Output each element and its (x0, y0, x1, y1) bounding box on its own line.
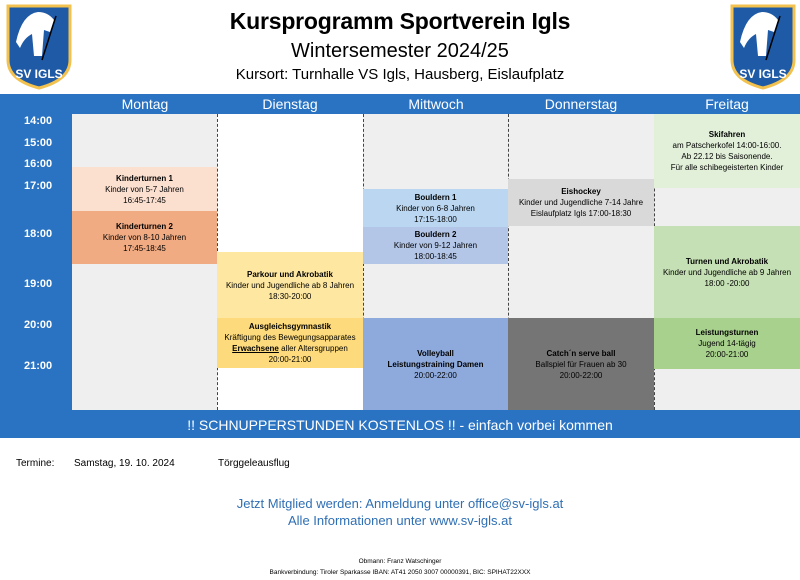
footer-bank-details: Bankverbindung: Tiroler Sparkasse IBAN: AT41 2050 3007 00000391, BIC: SPIHAT22XXX (269, 569, 531, 576)
course-period: Ab 22.12 bis Saisonende. (681, 152, 773, 161)
time-label: 21:00 (24, 360, 53, 372)
course-title: Turnen und Akrobatik (685, 256, 769, 266)
course-audience: Kinder von 5-7 Jahren (105, 184, 184, 194)
audience-highlight: Erwachsene (232, 344, 279, 353)
course-title: Volleyball (417, 348, 454, 358)
time-label: 18:00 (24, 228, 53, 240)
course-title: Eishockey (561, 187, 601, 196)
time-label: 19:00 (24, 278, 53, 290)
course-ausgleichsgymnastik (217, 318, 363, 368)
course-title: Catch´n serve ball (546, 348, 616, 358)
course-time: 16:45-17:45 (123, 195, 166, 205)
course-catch-n-serve-ball (508, 318, 654, 410)
day-label-mittwoch: Mittwoch (408, 96, 464, 112)
course-audience: Kinder und Jugendliche 7-14 Jahre (518, 198, 644, 207)
termine-label: Termine: (16, 458, 55, 469)
course-audience: Für alle schibegeisterten Kinder (670, 163, 784, 172)
course-title: Ausgleichsgymnastik (248, 322, 332, 331)
termine-date: Samstag, 19. 10. 2024 (74, 458, 175, 469)
sv-igls-logo (728, 2, 798, 90)
course-location: am Patscherkofel 14:00-16:00. (672, 141, 782, 150)
course-time: 17:45-18:45 (123, 244, 166, 253)
course-time: 18:30-20:00 (268, 291, 312, 301)
course-kinderturnen-2 (72, 211, 217, 264)
course-audience: Ballspiel für Frauen ab 30 (535, 359, 627, 369)
course-audience: Kinder und Jugendliche ab 8 Jahren (225, 280, 355, 290)
course-description: Kräftigung des Bewegungsapparates (224, 333, 356, 342)
course-volleyball (363, 318, 508, 410)
course-turnen-akrobatik (654, 226, 800, 318)
course-time: Eislaufplatz Igls 17:00-18:30 (530, 209, 632, 218)
course-audience: Kinder und Jugendliche ab 9 Jahren (662, 267, 792, 277)
membership-signup-text: Jetzt Mitglied werden: Anmeldung unter office@sv-igls.at (236, 496, 564, 511)
time-label: 15:00 (24, 137, 53, 149)
audience-rest: aller Altersgruppen (278, 344, 348, 353)
course-time: 20:00-22:00 (559, 370, 603, 380)
course-leistungsturnen (654, 318, 800, 369)
time-label: 16:00 (24, 158, 53, 170)
course-audience: Kinder von 9-12 Jahren (393, 241, 478, 250)
time-label: 17:00 (24, 180, 53, 192)
day-label-donnerstag: Donnerstag (544, 96, 618, 112)
course-title: Bouldern 1 (414, 192, 457, 202)
course-time: 17:15-18:00 (414, 214, 457, 224)
course-eishockey (508, 179, 654, 226)
course-bouldern-1 (363, 189, 508, 227)
time-label: 20:00 (24, 319, 53, 331)
day-label-freitag: Freitag (705, 96, 749, 112)
logo-text: SV IGLS (15, 67, 63, 81)
course-time: 20:00-21:00 (268, 355, 312, 364)
day-label-montag: Montag (121, 96, 169, 112)
course-title: Kinderturnen 2 (116, 222, 173, 231)
course-location: Kursort: Turnhalle VS Igls, Hausberg, Eislaufplatz (235, 66, 565, 83)
course-title: Leistungsturnen (695, 328, 759, 337)
course-audience: Leistungstraining Damen (387, 359, 484, 369)
course-time: 20:00-21:00 (705, 350, 749, 359)
page-subtitle: Wintersemester 2024/25 (291, 40, 509, 62)
course-time: 18:00 -20:00 (704, 278, 750, 288)
course-time: 20:00-22:00 (414, 370, 457, 380)
logo-text: SV IGLS (739, 67, 787, 81)
course-title: Bouldern 2 (414, 230, 457, 239)
time-label: 14:00 (24, 115, 53, 127)
trial-lessons-banner: !! SCHNUPPERSTUNDEN KOSTENLOS !! - einfach vorbei kommen (187, 417, 613, 433)
course-title: Skifahren (708, 130, 746, 139)
course-parkour-akrobatik (217, 252, 363, 318)
website-info-text: Alle Informationen unter www.sv-igls.at (288, 513, 512, 528)
course-audience: Kinder von 6-8 Jahren (396, 203, 475, 213)
footer-obmann: Obmann: Franz Watschinger (358, 558, 442, 565)
course-skifahren (654, 114, 800, 188)
termine-event: Törggeleausflug (218, 458, 290, 469)
course-audience: Kinder von 8-10 Jahren (102, 233, 187, 242)
page-title: Kursprogramm Sportverein Igls (229, 8, 571, 34)
day-label-dienstag: Dienstag (262, 96, 318, 112)
course-bouldern-2 (363, 227, 508, 264)
course-title: Kinderturnen 1 (116, 173, 173, 183)
course-audience: Jugend 14-tägig (698, 339, 756, 348)
course-audience (219, 343, 361, 354)
sv-igls-logo (4, 2, 74, 90)
course-title: Parkour und Akrobatik (247, 269, 333, 279)
course-kinderturnen-1 (72, 167, 217, 211)
course-time: 18:00-18:45 (414, 252, 457, 261)
